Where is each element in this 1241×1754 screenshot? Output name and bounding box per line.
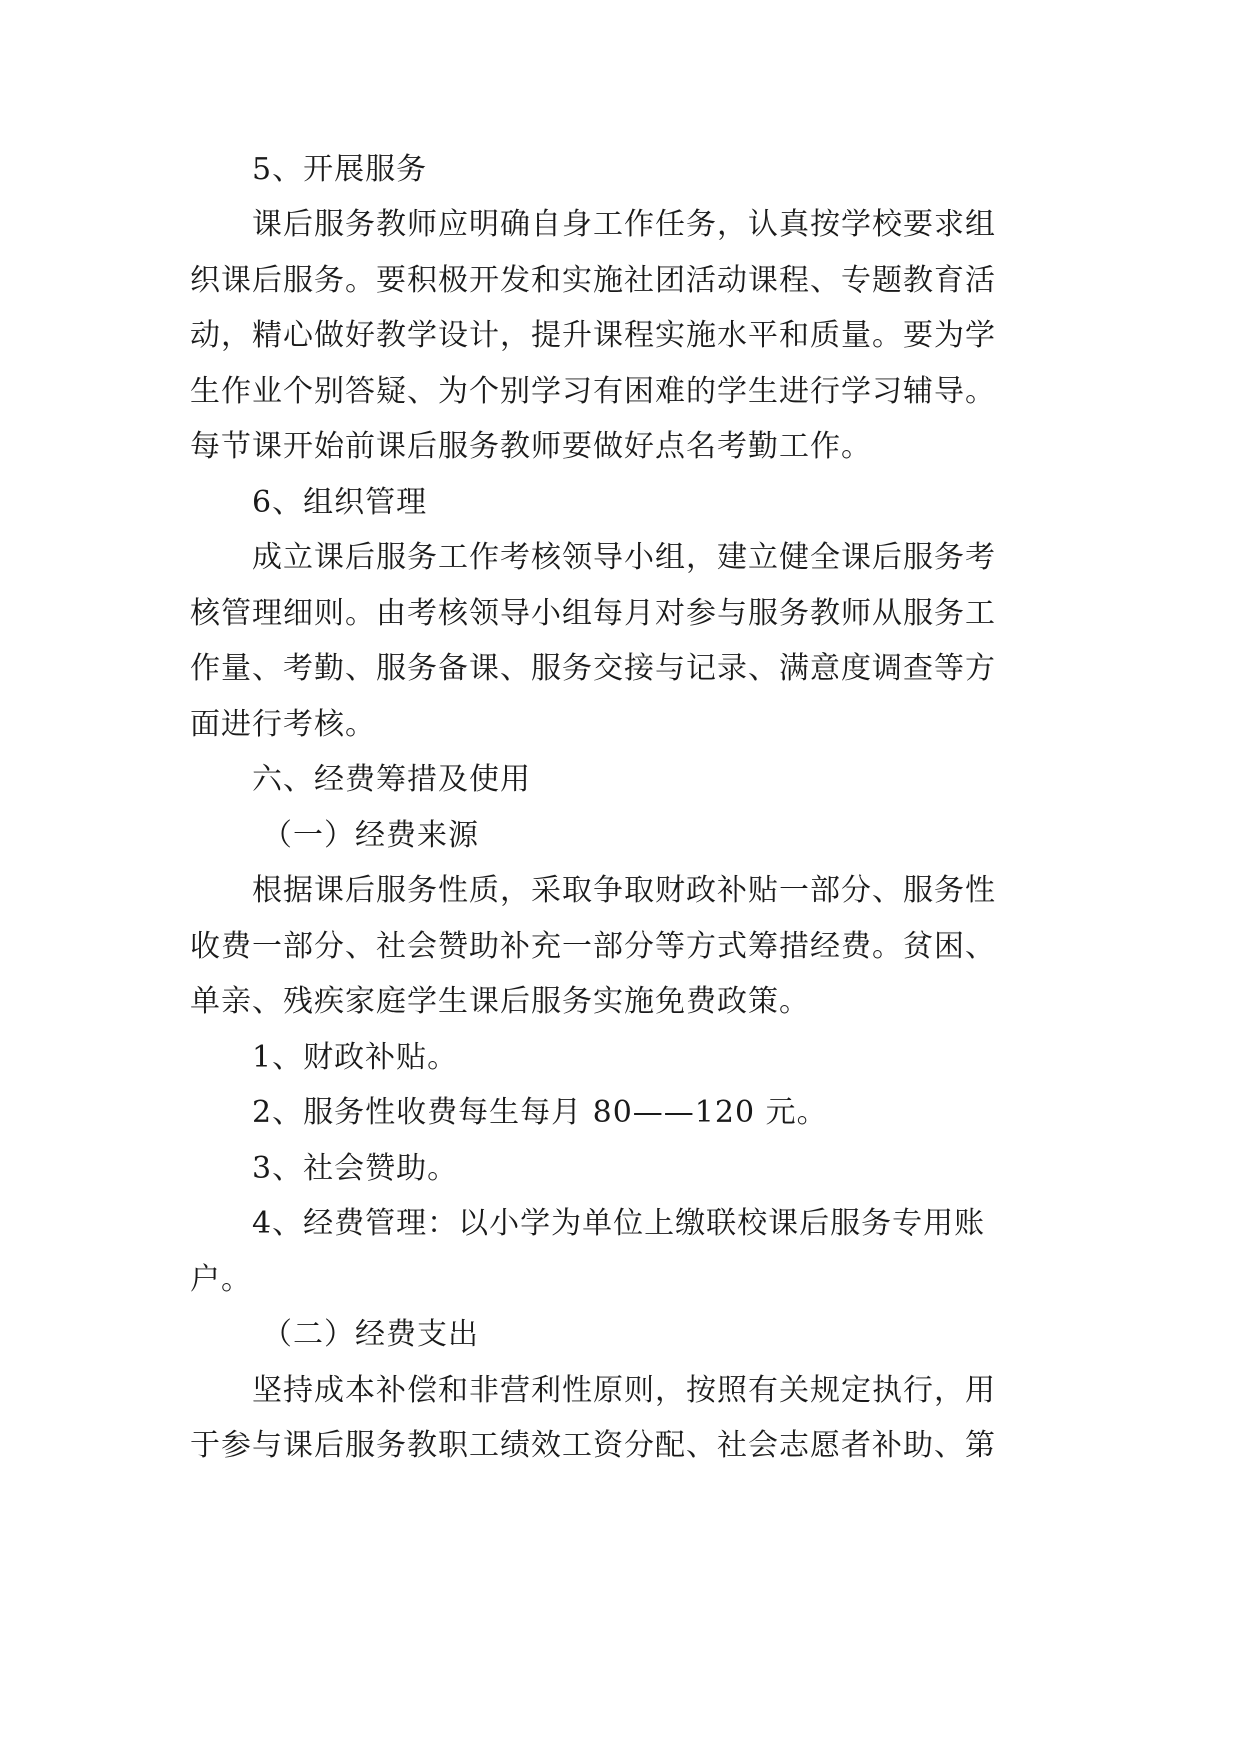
paragraph-line: 户。: [190, 1262, 252, 1297]
paragraph-line: 课后服务教师应明确自身工作任务，认真按学校要求组: [252, 207, 996, 242]
paragraph-line: 坚持成本补偿和非营利性原则，按照有关规定执行，用: [252, 1373, 996, 1408]
paragraph-line: 单亲、残疾家庭学生课后服务实施免费政策。: [190, 984, 810, 1019]
paragraph-line: 收费一部分、社会赞助补充一部分等方式筹措经费。贫困、: [190, 929, 996, 964]
paragraph-line: 成立课后服务工作考核领导小组，建立健全课后服务考: [252, 540, 996, 575]
paragraph-line: 核管理细则。由考核领导小组每月对参与服务教师从服务工: [190, 596, 996, 631]
heading-5-service: 5、开展服务: [252, 152, 428, 187]
paragraph-line: 每节课开始前课后服务教师要做好点名考勤工作。: [190, 429, 872, 464]
paragraph-line: 织课后服务。要积极开发和实施社团活动课程、专题教育活: [190, 263, 996, 298]
paragraph-line: 作量、考勤、服务备课、服务交接与记录、满意度调查等方: [190, 651, 996, 686]
paragraph-line: 动，精心做好教学设计，提升课程实施水平和质量。要为学: [190, 318, 996, 353]
paragraph-line: 于参与课后服务教职工绩效工资分配、社会志愿者补助、第: [190, 1428, 996, 1463]
list-item: 4、经费管理：以小学为单位上缴联校课后服务专用账: [252, 1206, 986, 1241]
heading-6-management: 6、组织管理: [252, 485, 428, 520]
subheading-funding-source: （一）经费来源: [262, 818, 479, 853]
paragraph-line: 面进行考核。: [190, 707, 376, 742]
paragraph-line: 根据课后服务性质，采取争取财政补贴一部分、服务性: [252, 873, 996, 908]
list-item: 1、财政补贴。: [252, 1040, 459, 1075]
paragraph-line: 生作业个别答疑、为个别学习有困难的学生进行学习辅导。: [190, 374, 996, 409]
section-heading-funding: 六、经费筹措及使用: [252, 762, 531, 797]
subheading-funding-expenditure: （二）经费支出: [262, 1317, 479, 1352]
list-item: 3、社会赞助。: [252, 1151, 459, 1186]
list-item: 2、服务性收费每生每月 80——120 元。: [252, 1095, 828, 1130]
